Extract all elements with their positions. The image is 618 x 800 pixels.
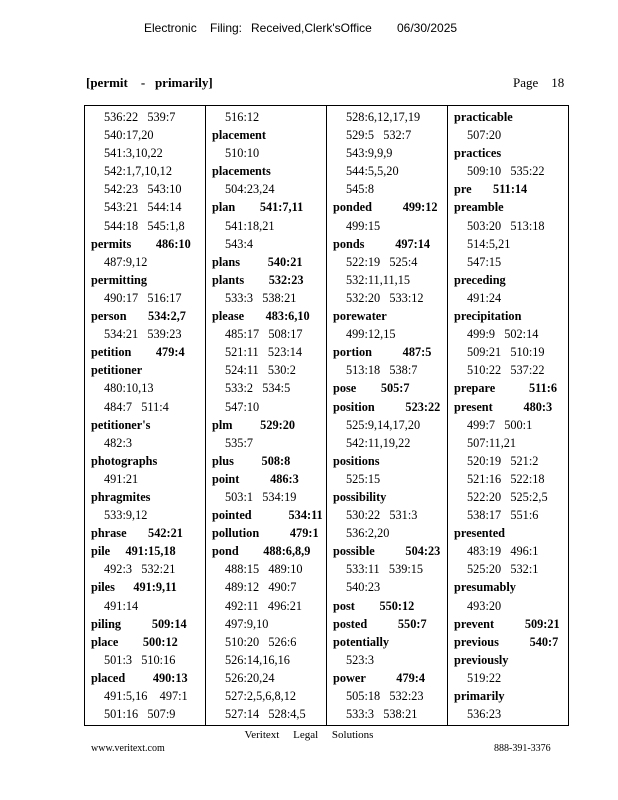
index-term-entry: placed 490:13 (91, 670, 188, 685)
page-reference-line: 543:21 544:14 (104, 200, 182, 215)
page-reference-line: 532:11,11,15 (346, 272, 410, 287)
index-term-entry: pointed 534:11 (212, 508, 323, 523)
page-reference-line: 493:20 (467, 598, 502, 613)
index-term-entry: primarily (454, 689, 505, 703)
index-term-entry: portion 487:5 (333, 345, 432, 360)
word-index-table (84, 105, 569, 726)
page-reference-line: 491:5,16 497:1 (104, 689, 188, 703)
index-term-entry: please 483:6,10 (212, 309, 310, 324)
page-reference-line: 542:23 543:10 (104, 182, 182, 197)
index-column-1 (85, 106, 205, 725)
page-reference-line: 490:17 516:17 (104, 290, 182, 305)
page-reference-line: 501:16 507:9 (104, 707, 176, 722)
index-term-entry: position 523:22 (333, 399, 441, 414)
index-term-entry: possibility (333, 489, 387, 504)
page-reference-line: 543:4 (225, 236, 254, 251)
index-term-entry: person 534:2,7 (91, 309, 186, 324)
index-term-entry: pollution 479:1 (212, 526, 319, 541)
index-term-entry: plan 541:7,11 (212, 200, 304, 215)
page-reference-line: 489:12 490:7 (225, 580, 297, 595)
page-reference-line: 499:15 (346, 218, 381, 233)
index-term-entry: permitting (91, 272, 148, 287)
page-reference-line: 482:3 (104, 435, 133, 450)
index-term-entry: ponded 499:12 (333, 200, 438, 215)
page-reference-line: 533:11 539:15 (346, 562, 424, 577)
index-term-entry: presented (454, 526, 506, 541)
page-reference-line: 519:22 (467, 670, 502, 685)
index-term-entry: prevent 509:21 (454, 616, 560, 631)
page-reference-line: 510:10 (225, 146, 260, 161)
index-term-entry: place 500:12 (91, 634, 178, 649)
page-reference-line: 536:23 (467, 707, 502, 722)
page-reference-line: 541:3,10,22 (104, 146, 163, 161)
index-term-entry: petitioner (91, 363, 143, 378)
page-reference-line: 505:18 532:23 (346, 689, 424, 703)
page-reference-line: 487:9,12 (104, 254, 148, 269)
page-reference-line: 525:9,14,17,20 (346, 417, 421, 432)
index-term-entry: present 480:3 (454, 399, 553, 414)
page-reference-line: 507:20 (467, 128, 502, 143)
index-term-entry: precipitation (454, 309, 522, 324)
index-term-entry: placement (212, 128, 266, 143)
index-term-entry: petition 479:4 (91, 345, 185, 360)
page-number: Page 18 (513, 75, 565, 90)
footer-phone: 888-391-3376 (494, 743, 551, 754)
page-reference-line: 501:3 510:16 (104, 652, 176, 667)
page-reference-line: 499:9 502:14 (467, 327, 539, 342)
page-reference-line: 491:21 (104, 471, 139, 486)
page-reference-line: 536:22 539:7 (104, 110, 176, 124)
index-term-entry: ponds 497:14 (333, 236, 431, 251)
index-term-entry: plants 532:23 (212, 272, 304, 287)
index-term-entry: preceding (454, 272, 506, 287)
page-reference-line: 527:14 528:4,5 (225, 707, 306, 722)
index-term-entry: pose 505:7 (333, 381, 410, 396)
page-reference-line: 521:11 523:14 (225, 345, 303, 360)
page-reference-line: 520:19 521:2 (467, 453, 539, 468)
index-term-entry: post 550:12 (333, 598, 415, 613)
filing-label-electronic: Electronic (144, 21, 197, 35)
index-term-entry: previously (454, 652, 509, 667)
page-reference-line: 542:1,7,10,12 (104, 164, 172, 179)
page-reference-line: 523:3 (346, 652, 375, 667)
index-term-entry: plm 529:20 (212, 417, 296, 432)
page-reference-line: 483:19 496:1 (467, 544, 539, 559)
page-reference-line: 526:14,16,16 (225, 652, 290, 667)
filing-date: 06/30/2025 (397, 21, 458, 35)
page-reference-line: 547:15 (467, 254, 502, 269)
index-term-entry: posted 550:7 (333, 616, 427, 631)
index-term-entry: permits 486:10 (91, 236, 191, 251)
footer-company: Veritext Legal Solutions (244, 729, 374, 741)
index-term-entry: practices (454, 146, 502, 161)
index-term-entry: piling 509:14 (91, 616, 187, 631)
index-term-entry: porewater (333, 309, 387, 324)
filing-label-received: Received,Clerk'sOffice (251, 21, 372, 35)
index-range: [permit - primarily] (86, 75, 213, 90)
page-reference-line: 544:5,5,20 (346, 164, 399, 179)
page-reference-line: 533:2 534:5 (225, 381, 291, 396)
page-reference-line: 538:17 551:6 (467, 508, 539, 523)
page-reference-line: 492:3 532:21 (104, 562, 176, 577)
page-reference-line: 513:18 538:7 (346, 363, 418, 378)
index-term-entry: placements (212, 164, 271, 179)
index-term-entry: preamble (454, 200, 504, 215)
index-term-entry: positions (333, 453, 380, 468)
index-term-entry: possible 504:23 (333, 544, 441, 559)
page-reference-line: 510:22 537:22 (467, 363, 545, 378)
page-reference-line: 503:1 534:19 (225, 489, 297, 504)
page-reference-line: 507:11,21 (467, 435, 517, 450)
footer-website: www.veritext.com (91, 743, 165, 754)
page-reference-line: 525:20 532:1 (467, 562, 539, 577)
index-term-entry: point 486:3 (212, 471, 299, 486)
page-reference-line: 522:19 525:4 (346, 254, 418, 269)
page-reference-line: 540:23 (346, 580, 381, 595)
page-reference-line: 504:23,24 (225, 182, 275, 197)
page-reference-line: 492:11 496:21 (225, 598, 303, 613)
index-term-entry: photographs (91, 453, 158, 468)
page-reference-line: 526:20,24 (225, 670, 275, 685)
page-reference-line: 497:9,10 (225, 616, 269, 631)
index-term-entry: pre 511:14 (454, 182, 528, 197)
page-reference-line: 491:14 (104, 598, 139, 613)
index-term-entry: phrase 542:21 (91, 526, 183, 541)
index-term-entry: prepare 511:6 (454, 381, 558, 396)
index-term-entry: presumably (454, 580, 516, 595)
page-reference-line: 541:18,21 (225, 218, 275, 233)
page-reference-line: 542:11,19,22 (346, 435, 411, 450)
page-reference-line: 530:22 531:3 (346, 508, 418, 523)
page-reference-line: 488:15 489:10 (225, 562, 303, 577)
page-reference-line: 514:5,21 (467, 236, 511, 251)
page-reference-line: 509:10 535:22 (467, 164, 545, 179)
index-term-entry: pile 491:15,18 (91, 544, 176, 559)
page-reference-line: 499:7 500:1 (467, 417, 533, 432)
index-term-entry: plans 540:21 (212, 254, 303, 269)
page-reference-line: 516:12 (225, 110, 260, 124)
page-reference-line: 527:2,5,6,8,12 (225, 689, 297, 703)
page-reference-line: 480:10,13 (104, 381, 154, 396)
page-reference-line: 544:18 545:1,8 (104, 218, 185, 233)
page-reference-line: 491:24 (467, 290, 502, 305)
index-term-entry: pond 488:6,8,9 (212, 544, 311, 559)
page-reference-line: 536:2,20 (346, 526, 390, 541)
page-reference-line: 525:15 (346, 471, 381, 486)
index-term-entry: petitioner's (91, 417, 151, 432)
index-term-entry: previous 540:7 (454, 634, 559, 649)
page-reference-line: 509:21 510:19 (467, 345, 545, 360)
page-reference-line: 524:11 530:2 (225, 363, 296, 378)
page-reference-line: 510:20 526:6 (225, 634, 297, 649)
page-reference-line: 533:9,12 (104, 508, 148, 523)
page-reference-line: 499:12,15 (346, 327, 396, 342)
filing-label-filing: Filing: (210, 21, 243, 35)
page-reference-line: 529:5 532:7 (346, 128, 412, 143)
page-reference-line: 540:17,20 (104, 128, 154, 143)
page-reference-line: 484:7 511:4 (104, 399, 169, 414)
page-reference-line: 547:10 (225, 399, 260, 414)
index-column-2 (205, 106, 326, 725)
index-column-4 (447, 106, 568, 725)
index-term-entry: power 479:4 (333, 670, 425, 685)
page-reference-line: 521:16 522:18 (467, 471, 545, 486)
page-reference-line: 528:6,12,17,19 (346, 110, 421, 124)
index-term-entry: phragmites (91, 489, 151, 504)
page-reference-line: 485:17 508:17 (225, 327, 303, 342)
index-term-entry: plus 508:8 (212, 453, 291, 468)
page-reference-line: 532:20 533:12 (346, 290, 424, 305)
page-reference-line: 535:7 (225, 435, 254, 450)
page-reference-line: 545:8 (346, 182, 375, 197)
index-term-entry: potentially (333, 634, 390, 649)
page-reference-line: 522:20 525:2,5 (467, 489, 548, 504)
index-term-entry: practicable (454, 110, 513, 124)
page-reference-line: 533:3 538:21 (225, 290, 297, 305)
index-term-entry: piles 491:9,11 (91, 580, 177, 595)
index-column-3 (326, 106, 447, 725)
page-reference-line: 534:21 539:23 (104, 327, 182, 342)
page-reference-line: 543:9,9,9 (346, 146, 393, 161)
page-reference-line: 533:3 538:21 (346, 707, 418, 722)
page-reference-line: 503:20 513:18 (467, 218, 545, 233)
